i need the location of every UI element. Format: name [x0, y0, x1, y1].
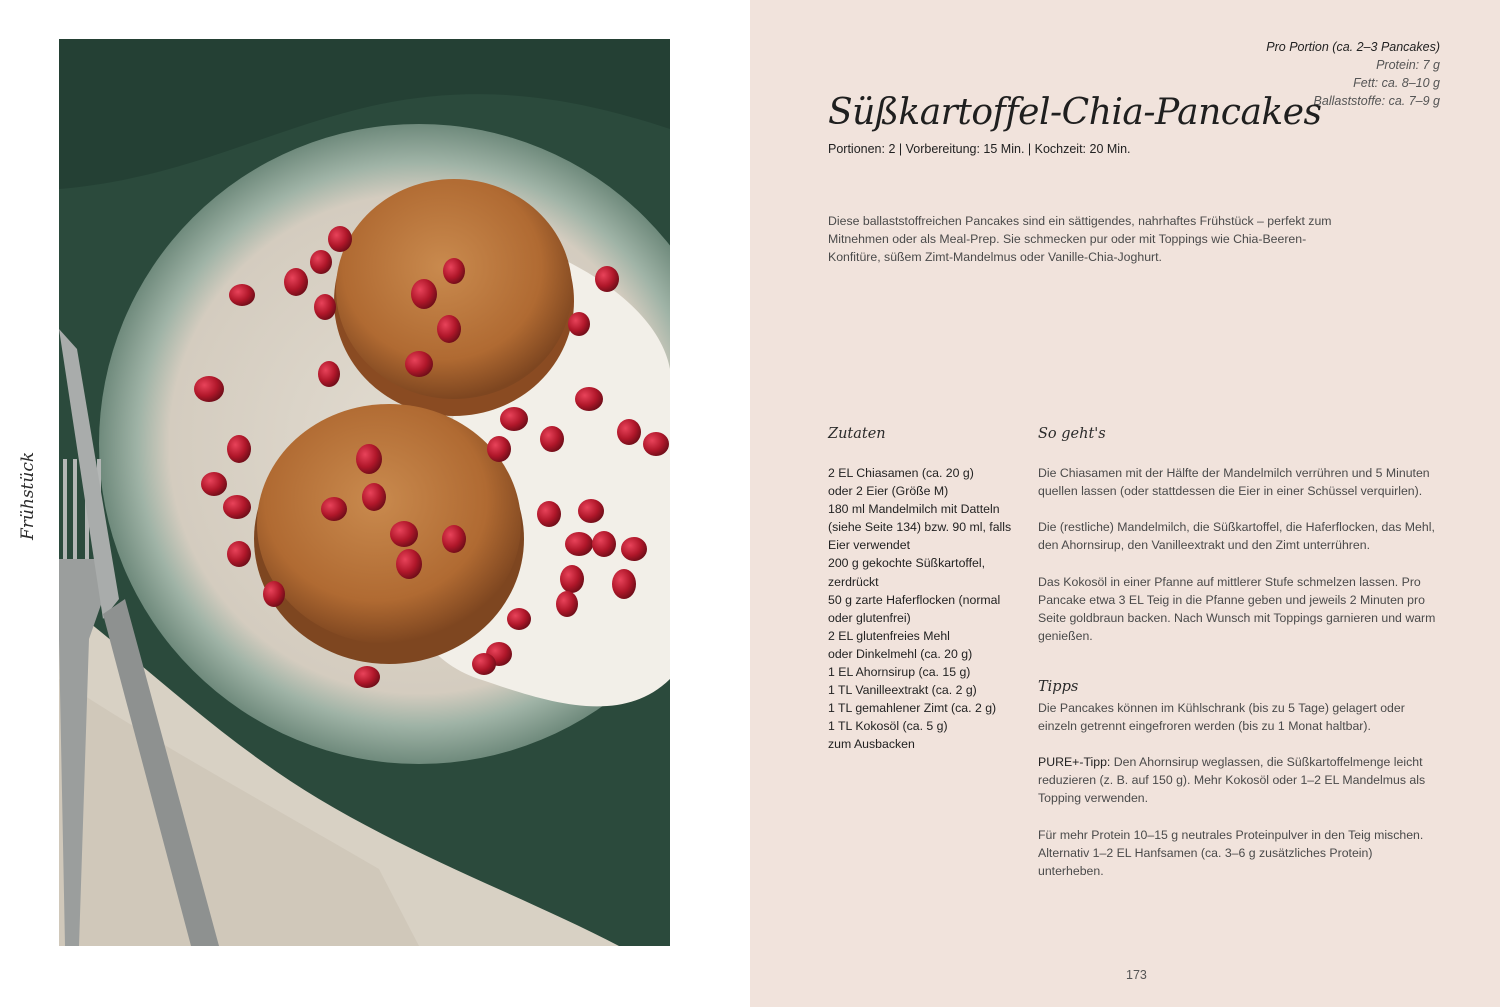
recipe-intro: Diese ballaststoffreichen Pancakes sind ein sättigendes, nahrhaftes Frühstück – perfekt zum Mitnehmen oder als Meal-Prep. Sie schmecken pur oder mit Toppings wie Chia-Beeren-Konfitüre, süßem Zimt-Mandelmus oder Vanille-Chia-Joghurt. [828, 214, 1332, 265]
pancake-top [336, 179, 572, 399]
step-paragraph: Die Chiasamen mit der Hälfte der Mandelmilch verrühren und 5 Minuten quellen lassen (oder stattdessen die Eier in einer Schüssel verquirlen). [1038, 466, 1430, 499]
chapter-label: Frühstück [18, 451, 38, 540]
ingredients-heading: Zutaten [828, 426, 886, 442]
nutrition-fat: Fett: ca. 8–10 g [1353, 76, 1440, 90]
steps-list [1038, 464, 1448, 663]
ingredient-line: zum Ausbacken [828, 737, 915, 752]
ingredient-line: 1 TL Kokosöl (ca. 5 g) [828, 719, 948, 734]
tip-pure [1038, 753, 1438, 807]
ingredient-line: oder Dinkelmehl (ca. 20 g) [828, 646, 973, 661]
tip-protein: Für mehr Protein 10–15 g neutrales Proteinpulver in den Teig mischen. Alternativ 1–2 EL Hanfsamen (ca. 3–6 g zusätzliches Protein) unterheben. [1038, 827, 1424, 878]
ingredient-line: Eier verwendet [828, 538, 911, 553]
tips-section [1038, 699, 1438, 898]
ingredient-line: 1 EL Ahornsirup (ca. 15 g) [828, 665, 971, 680]
tip-storage: Die Pancakes können im Kühlschrank (bis zu 5 Tage) gelagert oder einzeln getrennt eingefroren werden (bis zu 1 Monat haltbar). [1038, 701, 1405, 734]
step-paragraph: Das Kokosöl in einer Pfanne auf mittlerer Stufe schmelzen lassen. Pro Pancake etwa 3 EL Teig in die Pfanne geben und jeweils 2 Minuten pro Seite goldbraun backen. Nach Wunsch mit Toppings garnieren und warm genießen. [1038, 574, 1436, 643]
page-number: 173 [1126, 968, 1147, 982]
recipe-meta: Portionen: 2 | Vorbereitung: 15 Min. | Kochzeit: 20 Min. [828, 142, 1131, 156]
ingredient-line: oder glutenfrei) [828, 610, 911, 625]
step-paragraph: Die (restliche) Mandelmilch, die Süßkartoffel, die Haferflocken, das Mehl, den Ahornsirup, den Vanilleextrakt und den Zimt unterrühren. [1038, 520, 1435, 553]
ingredient-line: oder 2 Eier (Größe M) [828, 484, 949, 499]
ingredient-line: (siehe Seite 134) bzw. 90 ml, falls [828, 520, 1012, 535]
nutrition-heading: Pro Portion (ca. 2–3 Pancakes) [1266, 40, 1440, 54]
tips-heading: Tipps [1038, 679, 1079, 695]
steps-heading: So geht's [1038, 426, 1106, 442]
ingredient-line: 1 TL gemahlener Zimt (ca. 2 g) [828, 701, 997, 716]
ingredients-list [828, 464, 1028, 754]
ingredient-line: 180 ml Mandelmilch mit Datteln [828, 502, 1000, 517]
ingredient-line: 2 EL Chiasamen (ca. 20 g) [828, 466, 974, 480]
pancakes-photo [59, 39, 670, 946]
ingredient-line: 2 EL glutenfreies Mehl [828, 628, 950, 643]
nutrition-fiber: Ballaststoffe: ca. 7–9 g [1313, 94, 1440, 108]
pancake-bottom [257, 404, 521, 644]
pancakes-photo-illustration [59, 39, 670, 946]
ingredient-line: 200 g gekochte Süßkartoffel, [828, 556, 986, 571]
ingredient-line: 50 g zarte Haferflocken (normal [828, 592, 1001, 607]
ingredient-line: zerdrückt [828, 574, 879, 589]
pure-tip-label: PURE+-Tipp: [1038, 755, 1111, 770]
ingredient-line: 1 TL Vanilleextrakt (ca. 2 g) [828, 683, 977, 698]
pure-tip-text: Den Ahornsirup weglassen, die Süßkartoffelmenge leicht reduzieren (z. B. auf 150 g). Mehr Kokosöl oder 1–2 EL Mandelmus als Topping verwenden. [1038, 755, 1426, 806]
right-page [750, 0, 1500, 1007]
recipe-title: Süßkartoffel-Chia-Pancakes [828, 92, 1322, 133]
nutrition-protein: Protein: 7 g [1376, 58, 1440, 72]
